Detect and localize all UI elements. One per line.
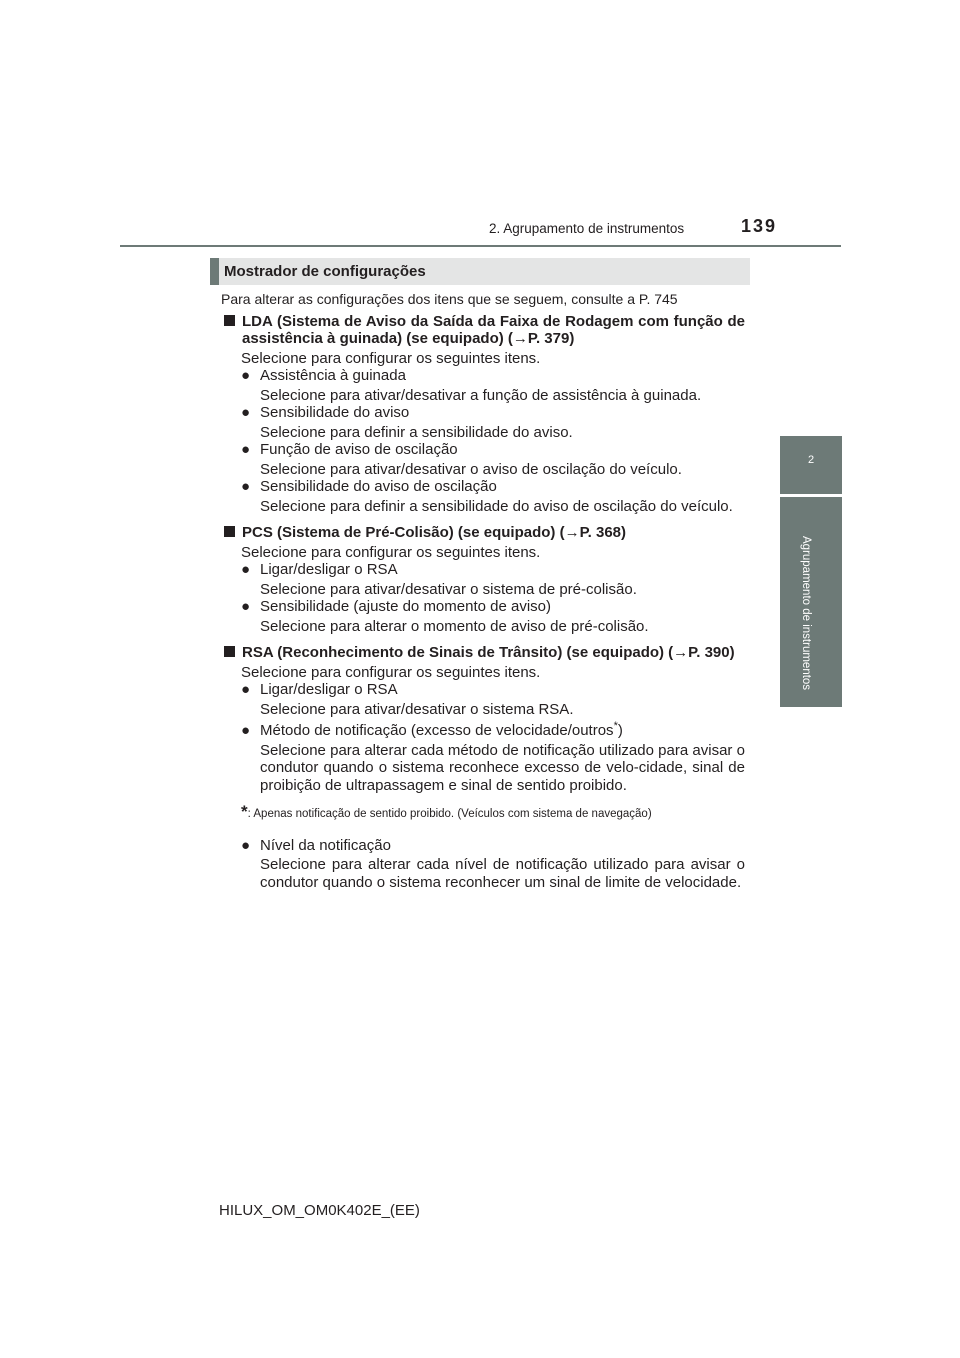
list-item	[224, 837, 745, 855]
list-item-label: Método de notificação (excesso de velocidade/outros	[260, 722, 614, 739]
pcs-lead: Selecione para configurar os seguintes itens.	[241, 543, 541, 561]
rsa-heading	[224, 644, 745, 662]
pcs-heading-text: PCS (Sistema de Pré-Colisão) (se equipado) (→P. 368)	[242, 524, 626, 541]
lda-heading	[224, 313, 745, 348]
header-divider	[120, 245, 841, 247]
rsa-heading-text: RSA (Reconhecimento de Sinais de Trânsito) (se equipado) (→P. 390)	[242, 644, 735, 661]
bullet-icon: ●	[241, 836, 251, 854]
list-item-description: Selecione para alterar cada nível de notificação utilizado para avisar o condutor quando o sistema reconhecer um sinal de limite de velocidade.	[260, 856, 745, 891]
list-item-label: Sensibilidade (ajuste do momento de aviso)	[260, 598, 551, 615]
bullet-icon: ●	[241, 441, 251, 458]
list-item-label: Ligar/desligar o RSA	[260, 561, 398, 578]
chapter-tab-label: Agrupamento de instrumentos	[800, 536, 812, 691]
list-item-description: Selecione para ativar/desativar o sistema RSA.	[260, 700, 574, 718]
square-bullet-icon	[224, 524, 236, 535]
list-item-label-close: )	[617, 722, 623, 739]
list-item	[224, 718, 745, 740]
footnote-text: : Apenas notificação de sentido proibido. (Veículos com sistema de navegação)	[247, 808, 652, 820]
square-bullet-icon	[224, 644, 236, 655]
list-item	[224, 681, 745, 699]
list-item-description: Selecione para alterar cada método de notificação utilizado para avisar o condutor quando o sistema reconhece excesso de velo-cidade, sinal de proibição de ultrapassagem e sinal de sentido proibido.	[260, 741, 745, 794]
intro-text: Para alterar as configurações dos itens que se seguem, consulte a P. 745	[221, 291, 678, 307]
bullet-icon: ●	[241, 478, 251, 495]
rsa-lead: Selecione para configurar os seguintes itens.	[241, 663, 541, 681]
list-item-description: Selecione para ativar/desativar o sistema de pré-colisão.	[260, 580, 637, 598]
square-bullet-icon	[224, 313, 236, 324]
list-item	[224, 598, 745, 616]
bullet-icon: ●	[241, 561, 251, 578]
bullet-icon: ●	[241, 404, 251, 421]
bullet-icon: ●	[241, 367, 251, 384]
list-item-description: Selecione para definir a sensibilidade do aviso.	[260, 423, 573, 441]
list-item-label: Assistência à guinada	[260, 367, 406, 384]
header-section-title: 2. Agrupamento de instrumentos	[489, 221, 685, 236]
footnote	[224, 803, 745, 824]
list-item	[224, 367, 745, 385]
list-item	[224, 561, 745, 579]
list-item-label: Nível da notificação	[260, 836, 391, 854]
list-item	[224, 404, 745, 422]
page-content	[221, 291, 745, 891]
section-title: Mostrador de configurações	[224, 263, 426, 280]
footnote-marker: *	[613, 720, 618, 732]
pcs-heading	[224, 524, 745, 542]
list-item-label: Ligar/desligar o RSA	[260, 681, 398, 698]
bullet-icon: ●	[241, 722, 251, 739]
list-item-label: Sensibilidade do aviso de oscilação	[260, 478, 497, 495]
lda-lead: Selecione para configurar os seguintes itens.	[241, 349, 541, 367]
list-item-label: Sensibilidade do aviso	[260, 404, 410, 421]
list-item-description: Selecione para definir a sensibilidade do aviso de oscilação do veículo.	[260, 497, 733, 515]
footnote-star: *	[241, 802, 248, 821]
bullet-icon: ●	[241, 598, 251, 615]
bullet-icon: ●	[241, 681, 251, 698]
lda-heading-text: LDA (Sistema de Aviso da Saída da Faixa de Rodagem com função de assistência à guinada) (se equipado) (→P. 379)	[242, 312, 745, 347]
footer-code: HILUX_OM_OM0K402E_(EE)	[219, 1202, 420, 1219]
chapter-tab-number: 2	[780, 436, 842, 494]
list-item-label: Função de aviso de oscilação	[260, 441, 458, 458]
list-item	[224, 478, 745, 496]
list-item-description: Selecione para ativar/desativar o aviso de oscilação do veículo.	[260, 460, 682, 478]
list-item	[224, 441, 745, 459]
list-item-description: Selecione para ativar/desativar a função de assistência à guinada.	[260, 386, 702, 404]
list-item-description: Selecione para alterar o momento de aviso de pré-colisão.	[260, 617, 649, 635]
page-number: 139	[741, 216, 778, 236]
